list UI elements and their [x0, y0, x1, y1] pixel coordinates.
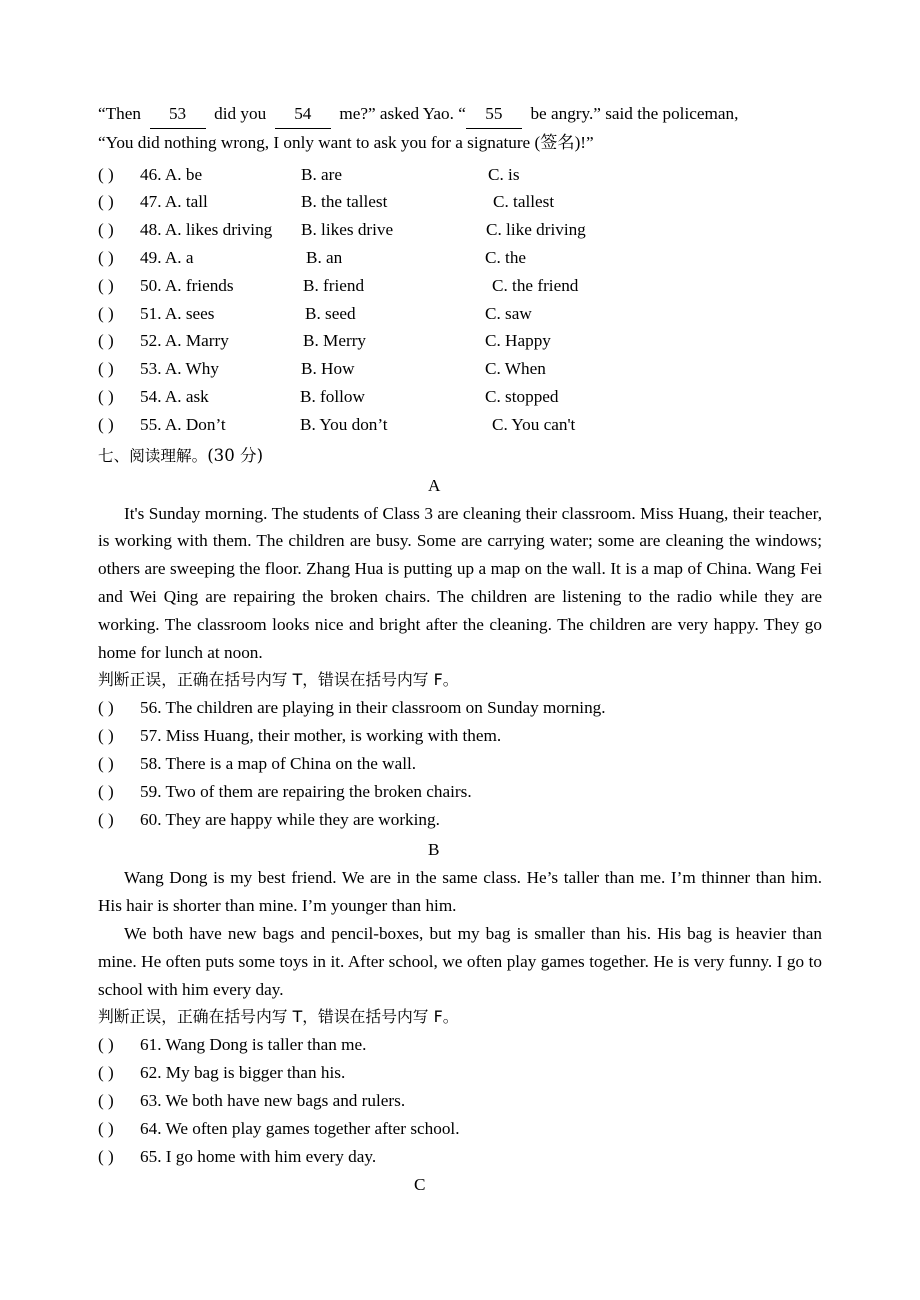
answer-bracket[interactable]: ( )	[98, 781, 114, 801]
passage-a-questions	[98, 694, 822, 833]
cloze-text-pre: “Then	[98, 104, 141, 123]
passage-a-body: It's Sunday morning. The students of Class 3 are cleaning their classroom. Miss Huang, their teacher, is working with them. The children are busy. Some are carrying water; some are cleaning the windows; others are sweeping the floor. Zhang Hua is putting up a map on the wall. It is a map of China. Wang Fei and Wei Qing are repairing the broken chairs. The children are listening to the radio while they are working. The classroom looks nice and bright after the cleaning. The children are very happy. They go home for lunch at noon.	[98, 503, 822, 662]
answer-bracket[interactable]: ( )	[98, 275, 114, 295]
option-row[interactable]	[98, 300, 822, 328]
document-page	[98, 100, 822, 1199]
answer-bracket[interactable]: ( )	[98, 726, 114, 746]
option-a[interactable]	[140, 272, 234, 300]
option-b[interactable]: B. likes drive	[301, 220, 394, 240]
option-row[interactable]	[98, 188, 822, 216]
section-score: (30 分)	[207, 445, 264, 465]
option-c[interactable]: C. stopped	[485, 386, 559, 406]
passage-b-paragraph-2: We both have new bags and pencil-boxes, but my bag is smaller than his. His bag is heavier than mine. He often puts some toys in it. After school, we often play games together. He is very funny. I go to school with him every day.	[98, 923, 822, 999]
question-number: 55.	[140, 414, 162, 434]
question-number: 46.	[140, 164, 162, 184]
tf-row[interactable]	[98, 806, 822, 834]
option-row[interactable]	[98, 411, 822, 439]
option-b[interactable]: B. are	[301, 164, 343, 184]
option-row[interactable]	[98, 161, 822, 189]
option-a-label: A. Why	[164, 359, 219, 379]
answer-bracket[interactable]: ( )	[98, 1146, 114, 1166]
option-c[interactable]: C. You can't	[492, 414, 576, 434]
answer-bracket[interactable]: ( )	[98, 192, 114, 212]
tf-statement: 65. I go home with him every day.	[140, 1146, 377, 1166]
answer-bracket[interactable]: ( )	[98, 1063, 114, 1083]
answer-bracket[interactable]: ( )	[98, 220, 114, 240]
tf-statement: 58. There is a map of China on the wall.	[140, 753, 417, 773]
tf-row[interactable]	[98, 722, 822, 750]
answer-bracket[interactable]: ( )	[98, 1118, 114, 1138]
option-a-label: A. sees	[164, 303, 215, 323]
tf-row[interactable]	[98, 1143, 822, 1171]
cloze-line-2: “You did nothing wrong, I only want to ask you for a signature (签名)!”	[98, 132, 594, 152]
passage-a-instruction: 判断正误，正确在括号内写 T，错误在括号内写 F。	[98, 670, 459, 690]
option-a[interactable]	[140, 355, 219, 383]
tf-statement: 60. They are happy while they are working.	[140, 809, 440, 829]
passage-b-letter: B	[428, 840, 440, 860]
tf-row[interactable]	[98, 1087, 822, 1115]
question-number: 53.	[140, 359, 162, 379]
question-number: 49.	[140, 247, 162, 267]
option-a[interactable]	[140, 216, 272, 244]
option-a-label: A. Marry	[164, 331, 229, 351]
cloze-blank-55: 55	[466, 100, 522, 129]
tf-row[interactable]	[98, 1059, 822, 1087]
cloze-options-list	[98, 161, 822, 439]
passage-b-questions	[98, 1031, 822, 1170]
option-c[interactable]: C. saw	[485, 303, 532, 323]
tf-row[interactable]	[98, 750, 822, 778]
tf-statement: 63. We both have new bags and rulers.	[140, 1090, 406, 1110]
option-b[interactable]: B. the tallest	[301, 192, 388, 212]
passage-a-letter: A	[428, 475, 441, 495]
tf-statement: 59. Two of them are repairing the broken chairs.	[140, 781, 472, 801]
option-c[interactable]: C. When	[485, 359, 546, 379]
option-a[interactable]	[140, 188, 208, 216]
passage-b-paragraph-1: Wang Dong is my best friend. We are in the same class. He’s taller than me. I’m thinner than him. His hair is shorter than mine. I’m younger than him.	[98, 868, 822, 916]
answer-bracket[interactable]: ( )	[98, 414, 114, 434]
cloze-blank-53: 53	[150, 100, 206, 129]
tf-row[interactable]	[98, 778, 822, 806]
option-a-label: A. tall	[164, 192, 208, 212]
question-number: 47.	[140, 192, 162, 212]
answer-bracket[interactable]: ( )	[98, 1090, 114, 1110]
option-b[interactable]: B. You don’t	[300, 414, 388, 434]
cloze-text-mid1: did you	[214, 104, 267, 123]
option-a[interactable]	[140, 383, 209, 411]
section-title: 阅读理解。	[129, 446, 208, 465]
answer-bracket[interactable]: ( )	[98, 753, 114, 773]
question-number: 52.	[140, 331, 162, 351]
cloze-line-1	[98, 100, 822, 129]
answer-bracket[interactable]: ( )	[98, 698, 114, 718]
tf-statement: 57. Miss Huang, their mother, is working with them.	[140, 726, 502, 746]
tf-statement: 64. We often play games together after school.	[140, 1118, 460, 1138]
question-number: 50.	[140, 275, 162, 295]
tf-row[interactable]	[98, 1115, 822, 1143]
option-b[interactable]: B. friend	[303, 275, 365, 295]
answer-bracket[interactable]: ( )	[98, 331, 114, 351]
tf-statement: 56. The children are playing in their classroom on Sunday morning.	[140, 698, 606, 718]
answer-bracket[interactable]: ( )	[98, 303, 114, 323]
answer-bracket[interactable]: ( )	[98, 164, 114, 184]
question-number: 48.	[140, 220, 162, 240]
option-a-label: A. friends	[164, 275, 234, 295]
section-number: 七、	[98, 446, 130, 465]
option-c[interactable]: C. the	[485, 247, 527, 267]
question-number: 51.	[140, 303, 162, 323]
option-a-label: A. ask	[164, 386, 209, 406]
option-row[interactable]	[98, 327, 822, 355]
option-row[interactable]	[98, 383, 822, 411]
option-b[interactable]: B. an	[306, 247, 343, 267]
option-row[interactable]	[98, 355, 822, 383]
option-a-label: A. Don’t	[164, 414, 226, 434]
question-number: 54.	[140, 386, 162, 406]
option-c[interactable]: C. the friend	[492, 275, 579, 295]
option-b[interactable]: B. seed	[305, 303, 356, 323]
option-b[interactable]: B. follow	[300, 386, 365, 406]
tf-statement: 61. Wang Dong is taller than me.	[140, 1035, 367, 1055]
option-a-label: A. be	[164, 164, 203, 184]
option-a[interactable]	[140, 161, 202, 189]
cloze-passage	[98, 100, 822, 157]
option-row[interactable]	[98, 244, 822, 272]
cloze-text-post: be angry.” said the policeman,	[530, 104, 739, 123]
option-a-label: A. a	[164, 247, 194, 267]
passage-c-letter: C	[414, 1175, 426, 1195]
option-c[interactable]: C. is	[488, 164, 520, 184]
option-a[interactable]	[140, 411, 226, 439]
answer-bracket[interactable]: ( )	[98, 386, 114, 406]
option-a[interactable]	[140, 300, 215, 328]
cloze-blank-54: 54	[275, 100, 331, 129]
option-c[interactable]: C. like driving	[486, 220, 586, 240]
option-a[interactable]	[140, 244, 193, 272]
answer-bracket[interactable]: ( )	[98, 809, 114, 829]
option-c[interactable]: C. tallest	[493, 192, 555, 212]
tf-row[interactable]	[98, 1031, 822, 1059]
option-row[interactable]	[98, 216, 822, 244]
option-row[interactable]	[98, 272, 822, 300]
passage-b-instruction: 判断正误，正确在括号内写 T，错误在括号内写 F。	[98, 1007, 459, 1027]
option-b[interactable]: B. How	[301, 359, 355, 379]
answer-bracket[interactable]: ( )	[98, 359, 114, 379]
answer-bracket[interactable]: ( )	[98, 1035, 114, 1055]
tf-statement: 62. My bag is bigger than his.	[140, 1063, 346, 1083]
cloze-text-mid2: me?” asked Yao. “	[339, 104, 466, 123]
tf-row[interactable]	[98, 694, 822, 722]
option-a[interactable]	[140, 327, 229, 355]
answer-bracket[interactable]: ( )	[98, 247, 114, 267]
option-a-label: A. likes driving	[164, 220, 273, 240]
section-heading	[98, 441, 822, 471]
option-b[interactable]: B. Merry	[303, 331, 367, 351]
option-c[interactable]: C. Happy	[485, 331, 551, 351]
